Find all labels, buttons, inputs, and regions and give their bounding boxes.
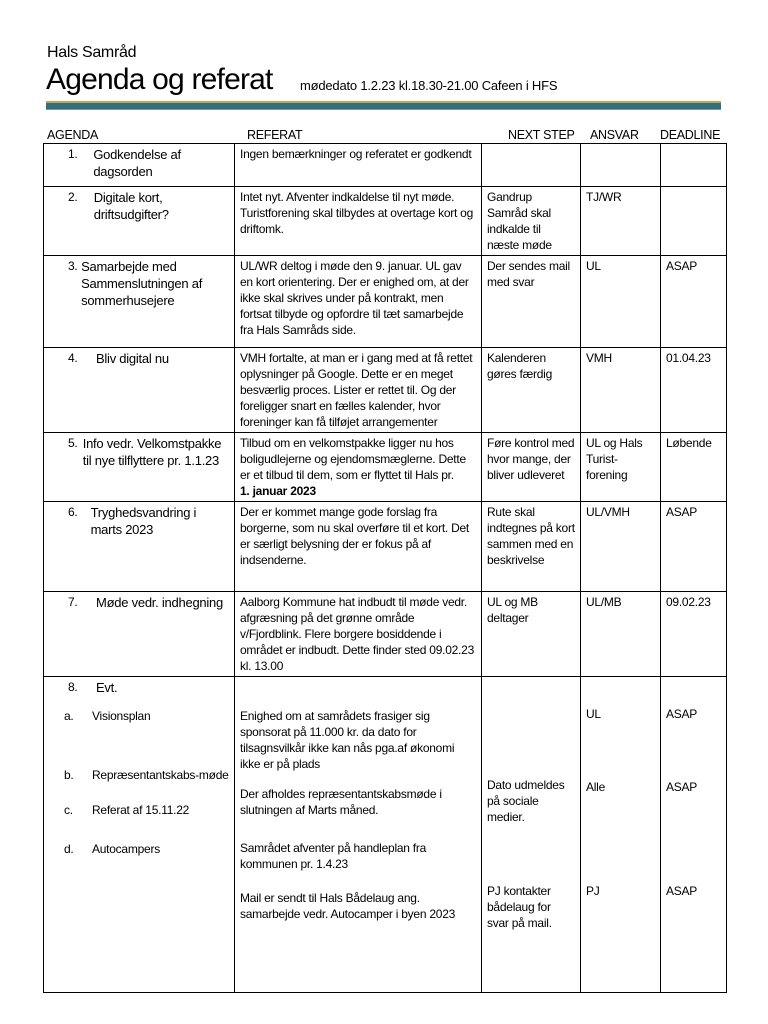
deadline-cell — [661, 677, 727, 993]
agenda-item: 6. Tryghedsvandring i marts 2023 — [44, 502, 235, 592]
next-step-cell: Rute skal indtegnes på kort sammen med en beskrivelse — [482, 502, 581, 592]
referat-cell: UL/WR deltog i møde den 9. januar. UL gav en kort orientering. Der er enighed om, at der ikke skal skrives under på kontrakt, men fortsat tilbyde og opfordre til tæt samarbejde fra Hals Samråds side. — [235, 256, 482, 348]
referat-cell: Tilbud om en velkomstpakke ligger nu hos boligudlejerne og ejendomsmæglerne. Dette er et tilbud til dem, som er flyttet til Hals pr. 1. januar 2023 — [235, 433, 482, 502]
deadline-evt-d: ASAP — [666, 884, 698, 898]
column-header-agenda: AGENDA — [47, 128, 98, 142]
ansvar-evt-a: UL — [586, 707, 601, 721]
ansvar-evt-d: PJ — [586, 884, 600, 898]
table-row — [44, 433, 727, 502]
next-step-cell: Gandrup Samråd skal indkalde til næste møde — [482, 187, 581, 256]
agenda-item: 2. Digitale kort, driftsudgifter? — [44, 187, 235, 256]
referat-evt-d: Mail er sendt til Hals Bådelaug ang. samarbejde vedr. Autocamper i byen 2023 — [240, 891, 456, 921]
next-step-cell — [482, 144, 581, 187]
deadline-cell: Løbende — [661, 433, 727, 502]
agenda-table — [43, 143, 727, 993]
deadline-evt-b: ASAP — [666, 780, 698, 794]
next-step-cell: Der sendes mail med svar — [482, 256, 581, 348]
agenda-item: 3. Samarbejde med Sammenslutningen af sommerhusejere — [44, 256, 235, 348]
ansvar-cell: VMH — [581, 348, 661, 433]
table-row — [44, 144, 727, 187]
next-step-cell: Kalenderen gøres færdig — [482, 348, 581, 433]
organization-name: Hals Samråd — [47, 44, 137, 61]
ansvar-cell: UL/MB — [581, 592, 661, 677]
table-row — [44, 502, 727, 592]
deadline-evt-a: ASAP — [666, 707, 698, 721]
referat-cell: Intet nyt. Afventer indkaldelse til nyt møde. Turistforening skal tilbydes at overtage kort og driftomk. — [235, 187, 482, 256]
meeting-info: mødedato 1.2.23 kl.18.30-21.00 Cafeen i HFS — [300, 78, 558, 93]
referat-cell — [235, 677, 482, 993]
next-step-cell: Føre kontrol med hvor mange, der bliver udleveret — [482, 433, 581, 502]
agenda-item: 5. Info vedr. Velkomstpakke til nye tilflyttere pr. 1.1.23 — [44, 433, 235, 502]
next-step-evt-b: Dato udmeldes på sociale medier. — [487, 778, 565, 824]
table-row-evt — [44, 677, 727, 993]
table-row — [44, 256, 727, 348]
next-step-cell — [482, 677, 581, 993]
table-row — [44, 348, 727, 433]
referat-evt-a: Enighed om at samrådets frasiger sig sponsorat på 11.000 kr. da dato for tilsagnsvilkår ikke kan nås pga.af økonomi ikke er på plads — [240, 709, 455, 771]
deadline-cell — [661, 187, 727, 256]
column-header-referat: REFERAT — [247, 128, 303, 142]
referat-cell: VMH fortalte, at man er i gang med at få rettet oplysninger på Google. Dette er en meget besværlig proces. Lister er rettet til. Og der foreligger snart en fælles kalender, hvor foreninger kan få tilføjet arrangementer — [235, 348, 482, 433]
header-divider-band — [46, 101, 721, 110]
ansvar-cell: TJ/WR — [581, 187, 661, 256]
ansvar-cell — [581, 677, 661, 993]
ansvar-cell — [581, 144, 661, 187]
agenda-item: 7. Møde vedr. indhegning — [44, 592, 235, 677]
ansvar-cell: UL — [581, 256, 661, 348]
document-title: Agenda og referat — [46, 63, 273, 96]
deadline-cell: 01.04.23 — [661, 348, 727, 433]
ansvar-evt-b: Alle — [586, 780, 606, 794]
agenda-item: 1. Godkendelse af dagsorden — [44, 144, 235, 187]
referat-cell: Aalborg Kommune hat indbudt til møde vedr. afgræsning på det grønne område v/Fjordblink. Flere borgere bosiddende i området er indbudt. Dette finder sted 09.02.23 kl. 13.00 — [235, 592, 482, 677]
table-row — [44, 592, 727, 677]
deadline-cell: ASAP — [661, 502, 727, 592]
next-step-evt-d: PJ kontakter bådelaug for svar på mail. — [487, 884, 552, 930]
deadline-cell — [661, 144, 727, 187]
ansvar-cell: UL/VMH — [581, 502, 661, 592]
agenda-item: 4. Bliv digital nu — [44, 348, 235, 433]
referat-date: 1. januar 2023 — [240, 484, 316, 498]
ansvar-cell: UL og Hals Turist-forening — [581, 433, 661, 502]
deadline-cell: 09.02.23 — [661, 592, 727, 677]
column-header-next-step: NEXT STEP — [508, 128, 575, 142]
next-step-cell: UL og MB deltager — [482, 592, 581, 677]
deadline-cell: ASAP — [661, 256, 727, 348]
agenda-item-evt: 8. Evt. a. Visionsplan b. Repræsentantskabs-møde c. Referat af 15.11.22 d. Autocampers — [44, 677, 235, 993]
referat-evt-c: Samrådet afventer på handleplan fra kommunen pr. 1.4.23 — [240, 841, 427, 871]
referat-cell: Der er kommet mange gode forslag fra borgerne, som nu skal overføre til et kort. Det er særligt belysning der er fokus på af indsenderne. — [235, 502, 482, 592]
column-header-deadline: DEADLINE — [660, 128, 721, 142]
referat-evt-b: Der afholdes repræsentantskabsmøde i slutningen af Marts måned. — [240, 787, 442, 817]
referat-cell: Ingen bemærkninger og referatet er godkendt — [235, 144, 482, 187]
column-header-ansvar: ANSVAR — [590, 128, 639, 142]
table-row — [44, 187, 727, 256]
